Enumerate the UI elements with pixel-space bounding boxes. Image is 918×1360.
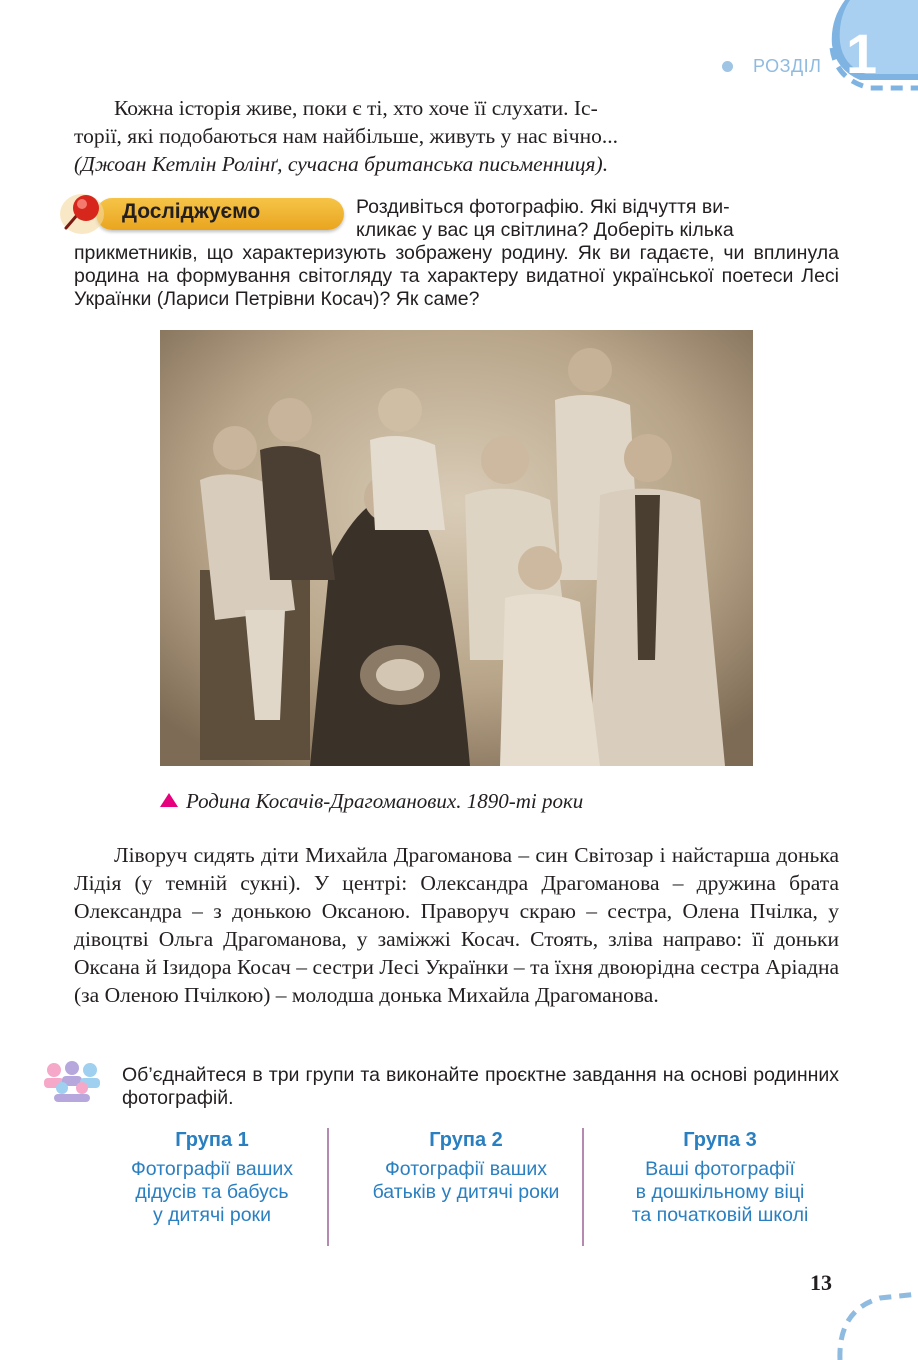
group-3-title: Група 3 <box>683 1129 757 1151</box>
section-label: РОЗДІЛ <box>753 56 822 76</box>
page-number: 13 <box>810 1270 832 1295</box>
groups-table <box>92 1128 832 1246</box>
pushpin-icon <box>56 188 108 236</box>
badge-label: Досліджуємо <box>122 200 261 223</box>
group-3-text: Ваші фотографії в дошкільному віці та початковій школі <box>631 1158 809 1226</box>
epigraph-line-2: торії, які подобаються нам найбільше, живуть у нас вічно... <box>74 124 618 148</box>
group-2-text: Фотографії ваших батьків у дитячі роки <box>372 1158 560 1203</box>
group-divider-2 <box>582 1128 584 1246</box>
chapter-number: 1 <box>846 22 878 85</box>
group-1-title: Група 1 <box>175 1129 249 1151</box>
epigraph-attribution: (Джоан Кетлін Ролінґ, сучасна британська письменниця). <box>74 152 609 176</box>
task-text: Об’єднайтеся в три групи та виконайте проєктне завдання на основі родинних фотографій. <box>122 1064 839 1109</box>
explore-badge <box>56 188 346 236</box>
epigraph <box>74 94 839 178</box>
page-corner-decoration <box>820 1270 918 1360</box>
explore-text-rest: прикметників, що характеризують зображену родину. Як ви гадаєте, чи вплинула родина на формування світогляду та характеру видатної української поетеси Лесі Українки (Лариси Петрівни Косач)? Як саме? <box>74 242 839 310</box>
group-divider-1 <box>327 1128 329 1246</box>
group-work-icon <box>40 1060 104 1102</box>
header-bullet <box>722 61 733 72</box>
group-3 <box>600 1128 840 1227</box>
triangle-marker-icon <box>160 793 178 807</box>
family-photo <box>160 330 753 766</box>
chapter-corner-decoration <box>0 0 918 100</box>
group-1 <box>92 1128 332 1227</box>
explore-text-first: Роздивіться фотографію. Які відчуття ви- кликає у вас ця світлина? Доберіть кілька <box>356 196 734 241</box>
photo-caption <box>160 789 583 814</box>
group-2-title: Група 2 <box>429 1129 503 1151</box>
family-photo-image <box>160 330 753 766</box>
epigraph-line-1: Кожна історія живе, поки є ті, хто хоче її слухати. Іс- <box>114 96 598 120</box>
photo-description: Ліворуч сидять діти Михайла Драгоманова – син Світозар і найстарша донька Лідія (у темній сукні). У центрі: Олександра Драгоманова – дружина брата Олександра – з донькою Оксаною. Праворуч скраю – сестра, Олена Пчілка, у дівоцтві Ольга Драгоманова, у заміжжі Косач. Стоять, зліва направо: її доньки Оксана й Ізидора Косач – сестри Лесі Українки – та їхня двоюрідна сестра Аріадна (за Оленою Пчілкою) – молодша донька Михайла Драгоманова. <box>74 843 839 1007</box>
caption-text: Родина Косачів-Драгоманових. 1890-ті роки <box>186 789 584 813</box>
group-1-text: Фотографії ваших дідусів та бабусь у дитячі роки <box>130 1158 294 1226</box>
group-2 <box>346 1128 586 1204</box>
